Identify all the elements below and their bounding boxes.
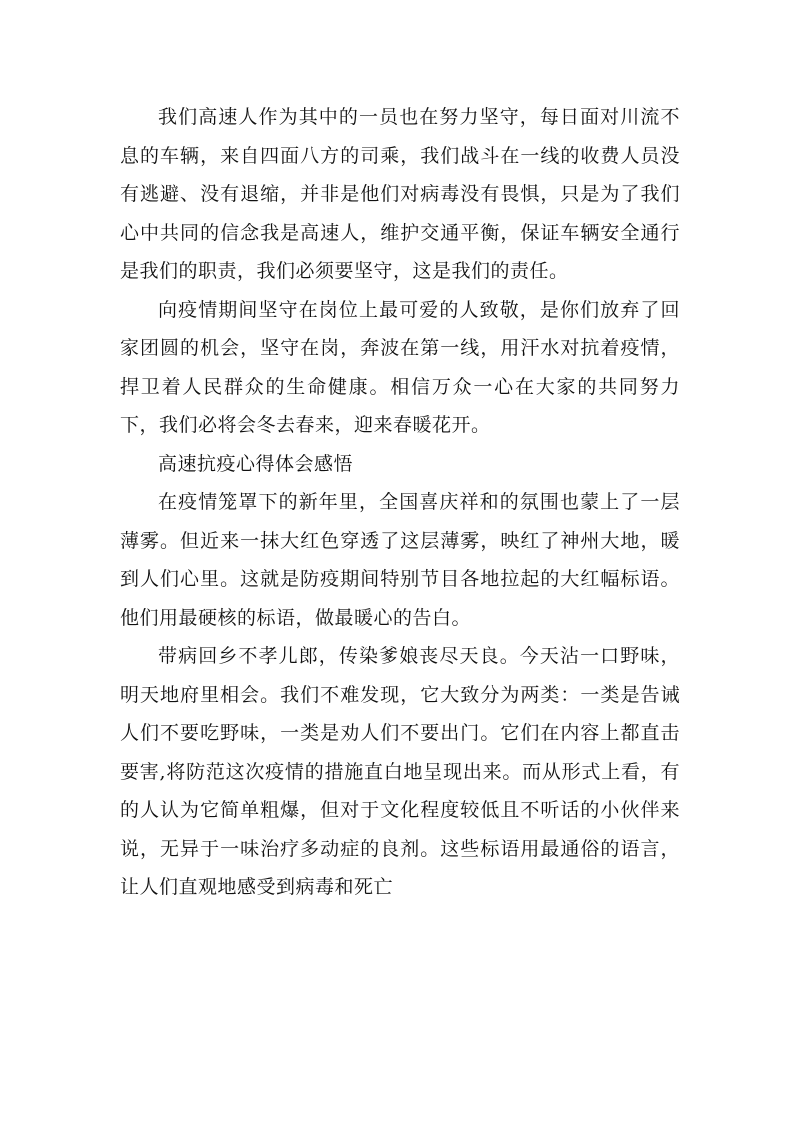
paragraph-2: 向疫情期间坚守在岗位上最可爱的人致敬，是你们放弃了回家团圆的机会，坚守在岗，奔波在第一线，用汗水对抗着疫情，捍卫着人民群众的生命健康。相信万众一心在大家的共同努力下，我们必将会冬去春来，迎来春暖花开。 bbox=[120, 298, 680, 436]
document-body bbox=[120, 98, 680, 907]
paragraph-3: 在疫情笼罩下的新年里，全国喜庆祥和的氛围也蒙上了一层薄雾。但近来一抹大红色穿透了这层薄雾，映红了神州大地，暖到人们心里。这就是防疫期间特别节目各地拉起的大红幅标语。他们用最硬核的标语，做最暖心的告白。 bbox=[120, 491, 680, 629]
paragraph-1: 我们高速人作为其中的一员也在努力坚守，每日面对川流不息的车辆，来自四面八方的司乘，我们战斗在一线的收费人员没有逃避、没有退缩，并非是他们对病毒没有畏惧，只是为了我们心中共同的信念我是高速人，维护交通平衡，保证车辆安全通行是我们的职责，我们必须要坚守，这是我们的责任。 bbox=[120, 106, 680, 282]
paragraph-4: 带病回乡不孝儿郎，传染爹娘丧尽天良。今天沾一口野味，明天地府里相会。我们不难发现，它大致分为两类：一类是告诫人们不要吃野味，一类是劝人们不要出门。它们在内容上都直击要害,将防范这次疫情的措施直白地呈现出来。而从形式上看，有的人认为它简单粗爆，但对于文化程度较低且不听话的小伙伴来说，无异于一味治疗多动症的良剂。这些标语用最通俗的语言，让人们直观地感受到病毒和死亡 bbox=[120, 645, 680, 898]
section-title: 高速抗疫心得体会感悟 bbox=[158, 452, 354, 475]
